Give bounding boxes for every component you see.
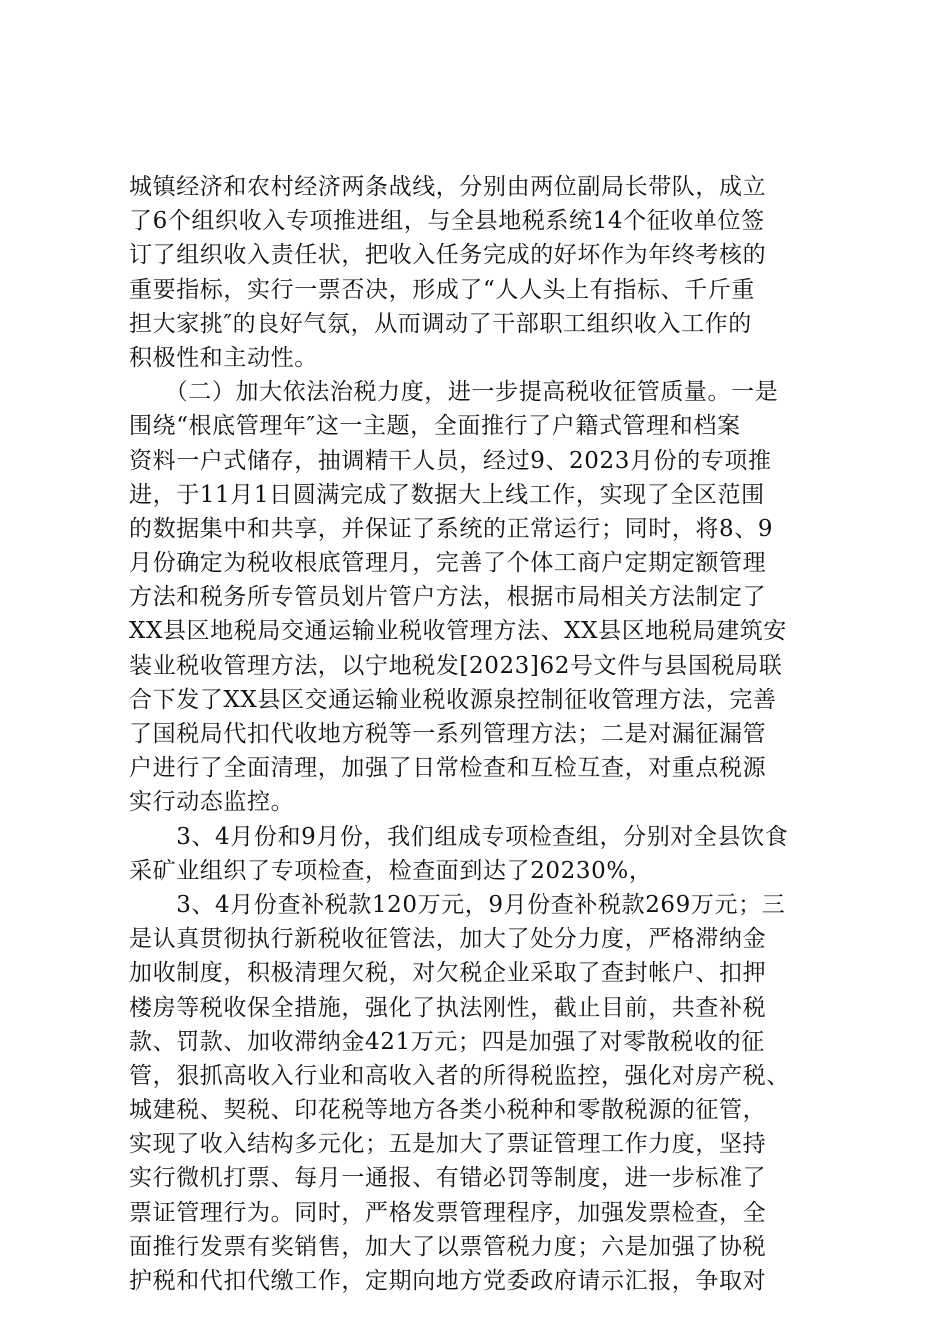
text-line: 的数据集中和共享，并保证了系统的正常运行；同时，将8、9 <box>129 515 774 542</box>
text-line: 进，于11月1日圆满完成了数据大上线工作，实现了全区范围 <box>129 481 765 508</box>
text-line: （二）加大依法治税力度，进一步提高税收征管质量。一是 <box>129 379 779 406</box>
text-line: 围绕“根底管理年″这一主题，全面推行了户籍式管理和档案 <box>129 413 741 440</box>
text-line: 担大家挑″的良好气氛，从而调动了干部职工组织收入工作的 <box>129 310 752 337</box>
text-line: 3、4月份查补税款120万元，9月份查补税款269万元；三 <box>129 891 786 918</box>
text-line: 护税和代扣代缴工作，定期向地方党委政府请示汇报，争取对 <box>129 1268 767 1294</box>
text-line: 了国税局代扣代收地方税等一系列管理方法；二是对漏征漏管 <box>129 721 767 747</box>
text-line: 票证管理行为。同时，严格发票管理程序，加强发票检查，全 <box>129 1199 767 1226</box>
text-line: 月份确定为税收根底管理月，完善了个体工商户定期定额管理 <box>129 550 767 577</box>
text-line: 城镇经济和农村经济两条战线，分别由两位副局长带队，成立 <box>129 174 767 200</box>
text-line: XX县区地税局交通运输业税收管理方法、XX县区地税局建筑安 <box>129 618 787 645</box>
text-line: 装业税收管理方法，以宁地税发[2023]62号文件与县国税局联 <box>129 652 783 679</box>
text-line: 3、4月份和9月份，我们组成专项检查组，分别对全县饮食 <box>129 823 789 850</box>
text-line: 是认真贯彻执行新税收征管法，加大了处分力度，严格滞纳金 <box>129 926 767 953</box>
text-line: 订了组织收入责任状，把收入任务完成的好坏作为年终考核的 <box>129 242 767 269</box>
text-line: 实现了收入结构多元化；五是加大了票证管理工作力度，坚持 <box>129 1131 767 1158</box>
text-line: 实行微机打票、每月一通报、有错必罚等制度，进一步标准了 <box>129 1165 767 1192</box>
text-line: 面推行发票有奖销售，加大了以票管税力度；六是加强了协税 <box>129 1233 767 1260</box>
text-line: 款、罚款、加收滞纳金421万元；四是加强了对零散税收的征 <box>129 1028 765 1055</box>
text-line: 合下发了XX县区交通运输业税收源泉控制征收管理方法，完善 <box>129 686 777 713</box>
text-line: 城建税、契税、印花税等地方各类小税种和零散税源的征管， <box>129 1097 767 1124</box>
text-line: 资料一户式储存，抽调精干人员，经过9、2023月份的专项推 <box>129 447 772 474</box>
text-line: 楼房等税收保全措施，强化了执法刚性，截止目前，共查补税 <box>129 994 767 1021</box>
text-line: 管，狠抓高收入行业和高收入者的所得税监控，强化对房产税、 <box>129 1062 790 1089</box>
text-line: 户进行了全面清理，加强了日常检查和互检互查，对重点税源 <box>129 755 767 782</box>
document-body <box>129 170 834 1298</box>
text-line: 了6个组织收入专项推进组，与全县地税系统14个征收单位签 <box>129 208 765 235</box>
text-line: 积极性和主动性。 <box>129 344 318 371</box>
text-line: 方法和税务所专管员划片管户方法，根据市局相关方法制定了 <box>129 584 767 611</box>
text-line: 加收制度，积极清理欠税，对欠税企业采取了查封帐户、扣押 <box>129 960 767 987</box>
text-line: 采矿业组织了专项检查，检查面到达了20230%， <box>129 857 653 884</box>
text-line: 重要指标，实行一票否决，形成了“人人头上有指标、千斤重 <box>129 276 755 303</box>
text-line: 实行动态监控。 <box>129 789 295 816</box>
